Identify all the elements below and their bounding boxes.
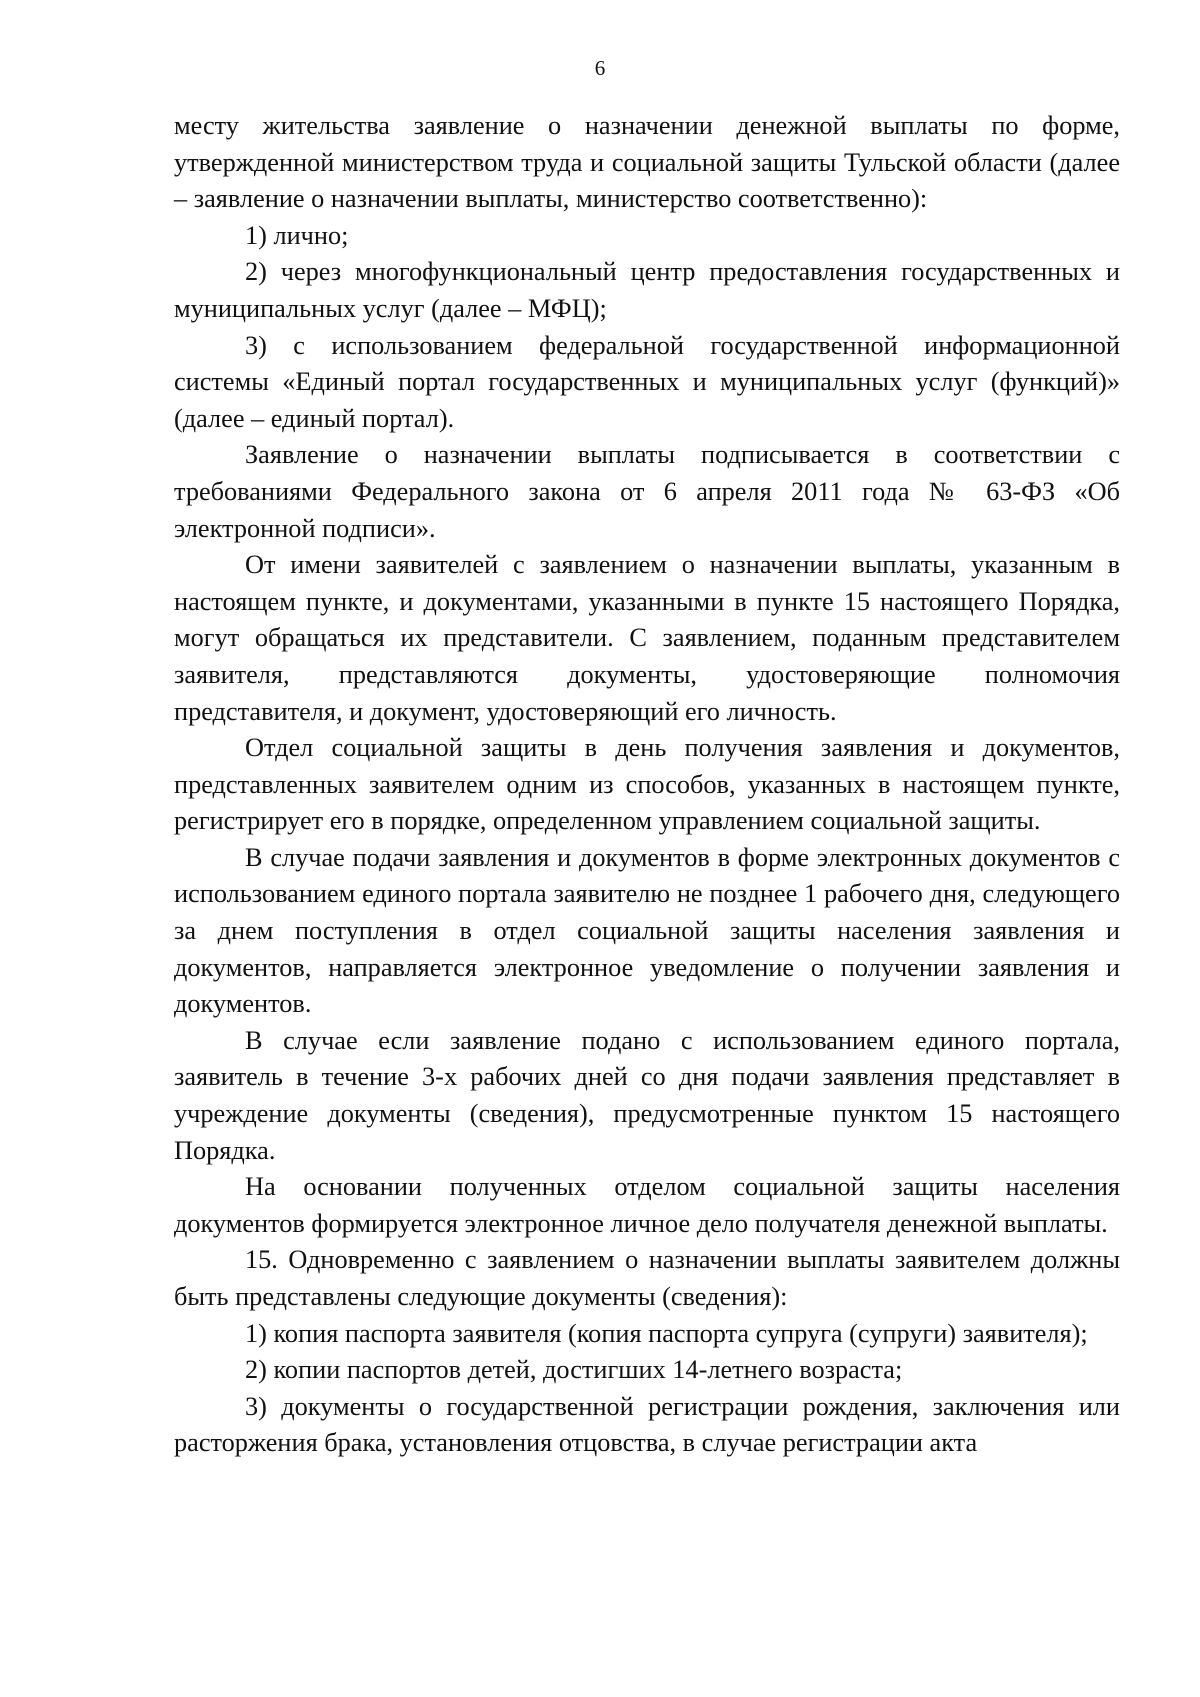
paragraph: От имени заявителей с заявлением о назначении выплаты, указанным в настоящем пункте, и документами, указанными в пункте 15 настоящего Порядка, могут обращаться их представители. С заявлением, поданным представителем заявителя, представляются документы, удостоверяющие полномочия представителя, и документ, удостоверяющий его личность. bbox=[174, 550, 1120, 726]
list-item: 2) копии паспортов детей, достигших 14-летнего возраста; bbox=[245, 1355, 903, 1385]
list-item: 3) с использованием федеральной государственной информационной системы «Единый портал государственных и муниципальных услуг (функций)» (далее – единый портал). bbox=[174, 330, 1120, 433]
list-item: 3) документы о государственной регистрации рождения, заключения или расторжения брака, установления отцовства, в случае регистрации акта bbox=[174, 1391, 1120, 1458]
list-item: 2) через многофункциональный центр предоставления государственных и муниципальных услуг (далее – МФЦ); bbox=[174, 257, 1120, 323]
paragraph: На основании полученных отделом социальной защиты населения документов формируется электронное личное дело получателя денежной выплаты. bbox=[174, 1172, 1120, 1238]
paragraph: В случае подачи заявления и документов в форме электронных документов с использованием единого портала заявителю не позднее 1 рабочего дня, следующего за днем поступления в отдел социальной защиты населения заявления и документов, направляется электронное уведомление о получении заявления и документов. bbox=[174, 842, 1120, 1019]
paragraph: месту жительства заявление о назначении денежной выплаты по форме, утвержденной министерством труда и социальной защиты Тульской области (далее – заявление о назначении выплаты, министерство соответственно): bbox=[174, 111, 1120, 214]
page-number: 6 bbox=[594, 56, 606, 80]
list-item: 1) копия паспорта заявителя (копия паспорта супруга (супруги) заявителя); bbox=[245, 1318, 1088, 1348]
paragraph: Заявление о назначении выплаты подписывается в соответствии с требованиями Федерального закона от 6 апреля 2011 года № 63-ФЗ «Об электронной подписи». bbox=[174, 440, 1120, 543]
section-paragraph: 15. Одновременно с заявлением о назначении выплаты заявителем должны быть представлены следующие документы (сведения): bbox=[174, 1245, 1120, 1311]
list-item: 1) лично; bbox=[245, 220, 349, 250]
paragraph: Отдел социальной защиты в день получения заявления и документов, представленных заявителем одним из способов, указанных в настоящем пункте, регистрирует его в порядке, определенном управлением социальной защиты. bbox=[174, 733, 1120, 836]
paragraph: В случае если заявление подано с использованием единого портала, заявитель в течение 3-х рабочих дней со дня подачи заявления представляет в учреждение документы (сведения), предусмотренные пунктом 15 настоящего Порядка. bbox=[174, 1025, 1120, 1165]
document-body bbox=[174, 108, 1120, 1462]
